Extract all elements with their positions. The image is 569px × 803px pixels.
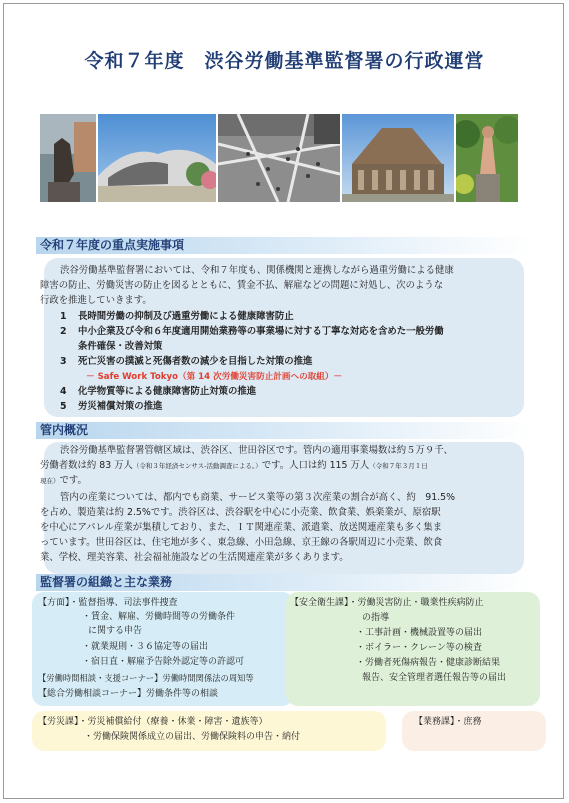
anzen-line: 【安全衛生課】・労働災害防止・職業性疾病防止 (290, 598, 484, 608)
kata-line: 【方面】・監督指導、司法事件捜査 (38, 598, 178, 608)
overview-line (40, 474, 87, 489)
kata-line: 【労働時間相談・支援コーナー】労働時間関係法の周知等 (38, 673, 254, 683)
overview-population: です。人口は約 115 万人 (261, 460, 370, 471)
anzen-line: ・工事計画・機械設置等の届出 (356, 628, 483, 638)
priorities-intro-line: 障害の防止、労働災害の防止を図るとともに、賃金不払、解雇などの問題に対処し、次のような (40, 280, 444, 291)
statue-park-photo (456, 114, 518, 202)
priority-item-number: 1 (60, 311, 67, 322)
priorities-heading: 令和７年度の重点実施事項 (36, 237, 532, 254)
kantoku-section-box (32, 592, 294, 706)
overview-line: 渋谷労働基準監督署管轄区域は、渋谷区、世田谷区です。管内の適用事業場数は約５万９千、 (60, 445, 454, 456)
priority-item-number: 5 (60, 401, 67, 412)
safe-work-tokyo-subitem: － Safe Work Tokyo（第 14 次労働災害防止計画への取組）－ (86, 372, 343, 382)
stadium-photo (98, 114, 216, 202)
priority-item-number: 4 (60, 386, 67, 397)
kata-line: ・賃金、解雇、労働時間等の労働条件 (82, 612, 236, 622)
photo-strip (40, 114, 518, 202)
anzen-line: 報告、安全管理者選任報告等の届出 (362, 673, 507, 683)
gyomu-line: 【業務課】・庶務 (414, 717, 482, 727)
overview-heading: 管内概況 (36, 422, 532, 439)
priority-item-number: 2 (60, 326, 67, 337)
priority-item-text: 労災補償対策の推進 (78, 401, 163, 412)
overview-box (40, 442, 524, 574)
page-title: 令和７年度 渋谷労働基準監督署の行政運営 (84, 50, 485, 72)
overview-date-note: （令和７年３月１日 (369, 462, 428, 470)
anzen-line: の指導 (362, 613, 390, 623)
organization-heading: 監督署の組織と主な業務 (36, 574, 532, 591)
overview-date-note-end: 現在） (40, 477, 60, 485)
overview-workers: 労働者数は約 83 万人 (40, 460, 133, 471)
overview-line: っています。世田谷区は、住宅地が多く、東急線、小田急線、京王線の各駅周辺に小売業、飲食 (40, 537, 443, 548)
priorities-intro-line: 行政を推進していきます。 (40, 295, 152, 306)
priority-item-number: 3 (60, 356, 67, 367)
anzen-line: ・労働者死傷病報告・健康診断結果 (356, 658, 501, 668)
priority-item-text: 中小企業及び令和６年度適用開始業務等の事業場に対する丁寧な対応を含めた一般労働 (78, 326, 444, 337)
priorities-box (40, 258, 524, 417)
priority-item-text: 化学物質等による健康障害防止対策の推進 (78, 386, 257, 397)
overview-line: 業、学校、理美容業、社会福祉施設などの生活関連産業が多くあります。 (40, 552, 349, 563)
priority-item-text: 死亡災害の撲滅と死傷者数の減少を目指した対策の推進 (78, 356, 313, 367)
rosai-line: ・労働保険関係成立の届出、労働保険料の申告・納付 (84, 732, 301, 742)
kata-line: ・宿日直・解雇予告除外認定等の許認可 (82, 657, 245, 667)
document-page (3, 3, 564, 799)
kata-line: 【総合労働相談コーナー】労働条件等の相談 (38, 689, 219, 699)
rosai-line: 【労災課】・労災補償給付（療養・休業・障害・遺族等） (38, 717, 268, 727)
anzen-line: ・ボイラー・クレーン等の検査 (356, 643, 482, 653)
rosai-section-box (32, 711, 386, 751)
priority-item-text: 長時間労働の抑制及び過重労働による健康障害防止 (78, 311, 294, 322)
anzen-eisei-section-box (286, 592, 540, 706)
overview-line: を中心にアパレル産業が集積しており、また、ＩＴ関連産業、派遣業、放送関連産業も多く集ま (40, 522, 443, 533)
kata-line: ・就業規則・３６協定等の届出 (82, 642, 209, 652)
overview-line: 管内の産業については、都内でも商業、サービス業等の第３次産業の割合が高く、約 91.5% (60, 492, 456, 503)
overview-desu: です。 (59, 475, 87, 486)
overview-line: を占め、製造業は約 2.5%です。渋谷区は、渋谷駅を中心に小売業、飲食業、娯楽業が、原宿駅 (40, 507, 441, 518)
hachiko-statue-photo (40, 114, 96, 202)
priority-item-text: 条件確保・改善対策 (78, 341, 163, 352)
gyomu-section-box (402, 711, 546, 751)
kata-line: に関する申告 (88, 626, 143, 636)
overview-line (40, 459, 428, 474)
priorities-intro-line: 渋谷労働基準監督署においては、令和７年度も、関係機関と連携しながら過重労働による健康 (60, 265, 454, 276)
university-building-photo (342, 114, 454, 202)
overview-census-note: （令和３年経済センサス‐活動調査による。） (132, 462, 262, 470)
scramble-crossing-photo (218, 114, 340, 202)
